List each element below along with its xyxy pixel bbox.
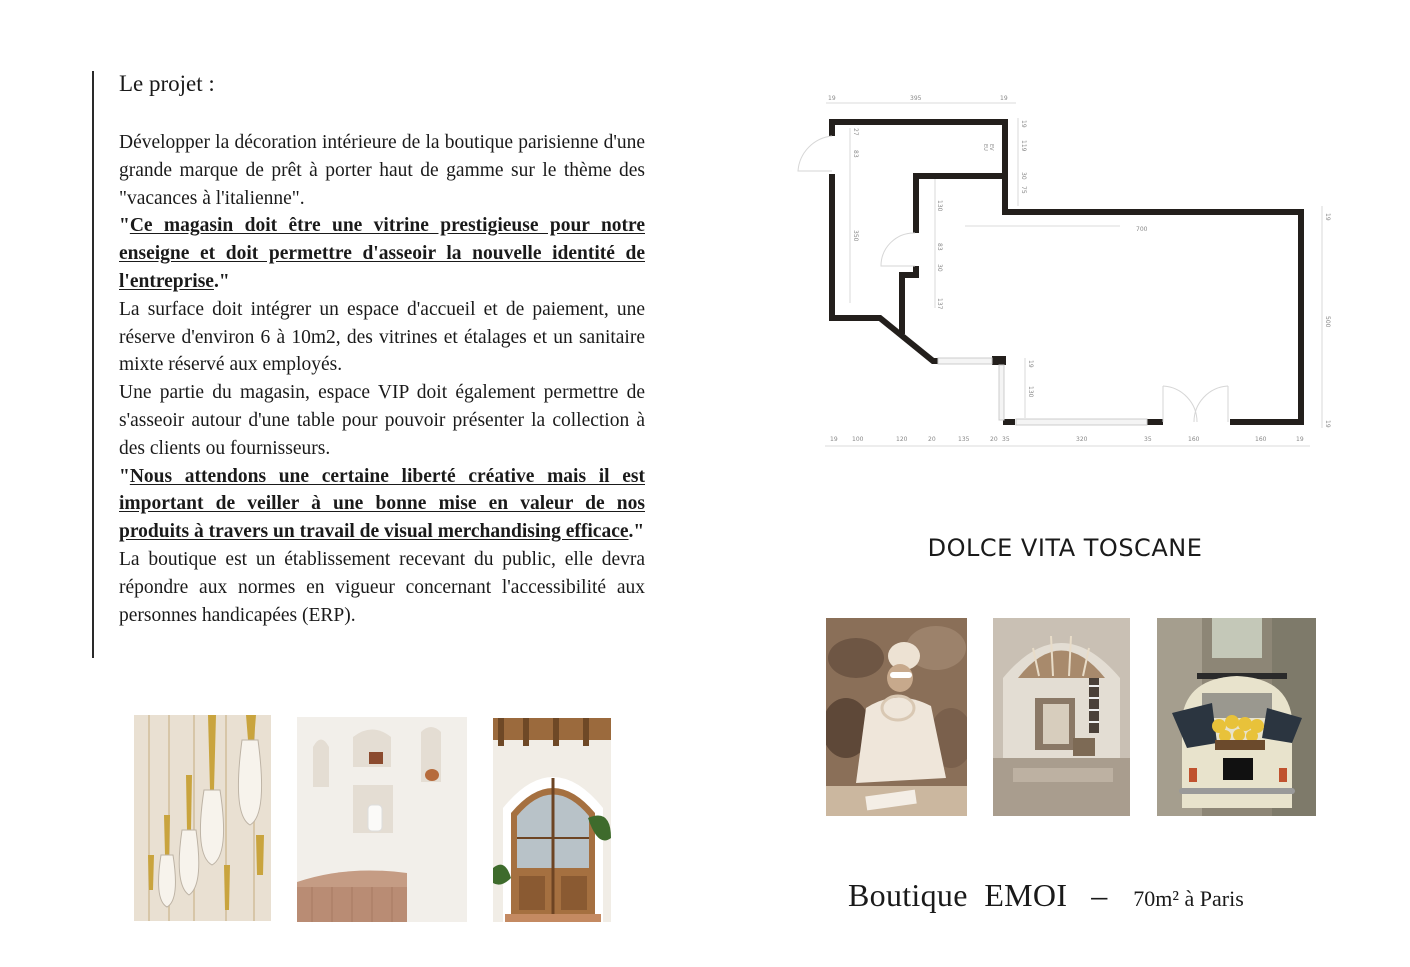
svg-text:19: 19: [1020, 120, 1027, 128]
svg-text:35: 35: [1002, 436, 1010, 443]
brief-paragraph-1: Développer la décoration intérieure de la boutique parisienne d'une grande marque de prêt à porter haut de gamme sur le thème des "vacances à l'italienne".: [119, 132, 645, 209]
svg-text:135: 135: [958, 436, 970, 443]
windows: [938, 358, 1147, 425]
quote-close-mark: .": [628, 521, 645, 543]
brief-heading: Le projet :: [119, 71, 215, 96]
gold-glass-pendant-lights-photo: [134, 715, 271, 921]
svg-text:30: 30: [936, 264, 943, 272]
svg-text:19: 19: [830, 436, 838, 443]
svg-text:83: 83: [852, 150, 859, 158]
svg-text:120: 120: [896, 436, 908, 443]
brief-quote-1: [119, 212, 645, 295]
svg-text:30: 30: [1020, 172, 1027, 180]
svg-text:350: 350: [852, 230, 859, 242]
whitewashed-wall-niches-photo: [297, 717, 467, 922]
quote-open-mark: ": [119, 215, 130, 237]
fixture-label-ev: EV: [988, 144, 994, 151]
svg-text:100: 100: [852, 436, 864, 443]
arched-hallway-interior-photo: [993, 618, 1130, 816]
svg-text:119: 119: [1020, 140, 1027, 152]
boutique-name: Boutique EMOI: [848, 877, 1068, 913]
svg-text:130: 130: [1027, 386, 1034, 398]
svg-text:20: 20: [928, 436, 936, 443]
doors: [798, 136, 1228, 422]
dimension-labels: [828, 95, 1331, 443]
svg-text:137: 137: [936, 298, 943, 310]
svg-text:19: 19: [828, 95, 836, 102]
fixture-label-eu: EU: [982, 144, 988, 151]
quote-open-mark: ": [119, 465, 130, 487]
project-brief: [119, 68, 645, 629]
svg-text:75: 75: [1020, 186, 1027, 194]
brief-quote-2: [119, 463, 645, 546]
svg-text:320: 320: [1076, 436, 1088, 443]
svg-text:83: 83: [936, 243, 943, 251]
left-vertical-rule: [92, 71, 94, 658]
svg-text:19: 19: [1000, 95, 1008, 102]
svg-text:20: 20: [990, 436, 998, 443]
floor-plan: [790, 88, 1350, 458]
quote-text: Nous attendons une certaine liberté créative mais il est important de veiller à une bonne mise en valeur de nos produits à travers un travail de visual merchandising efficace: [119, 465, 645, 543]
svg-text:160: 160: [1188, 436, 1200, 443]
svg-text:19: 19: [1027, 360, 1034, 368]
svg-text:395: 395: [910, 95, 922, 102]
svg-text:19: 19: [1296, 436, 1304, 443]
svg-text:130: 130: [936, 200, 943, 212]
moodboard-title: DOLCE VITA TOSCANE: [927, 534, 1203, 562]
woman-in-headscarf-sepia-photo: [826, 618, 967, 816]
svg-text:35: 35: [1144, 436, 1152, 443]
project-caption: [848, 877, 1244, 914]
vintage-fiat-with-lemons-photo: [1157, 618, 1316, 816]
boutique-size: 70m² à Paris: [1133, 886, 1244, 911]
svg-text:19: 19: [1324, 420, 1331, 428]
svg-text:27: 27: [852, 128, 859, 136]
svg-text:500: 500: [1324, 316, 1331, 328]
svg-text:160: 160: [1255, 436, 1267, 443]
brief-paragraph-2: La surface doit intégrer un espace d'accueil et de paiement, une réserve d'environ 6 à 10m2, des vitrines et étalages et un sanitaire mixte réservé aux employés.: [119, 298, 645, 376]
walls: [832, 122, 1301, 422]
caption-dash: –: [1091, 877, 1108, 913]
arched-wooden-door-photo: [493, 718, 611, 922]
svg-text:19: 19: [1324, 213, 1331, 221]
quote-text: Ce magasin doit être une vitrine prestigieuse pour notre enseigne et doit permettre d'asseoir la nouvelle identité de l'entreprise: [119, 215, 645, 292]
quote-close-mark: .": [213, 270, 230, 292]
brief-paragraph-3: Une partie du magasin, espace VIP doit également permettre de s'asseoir autour d'une table pour pouvoir présenter la collection à des clients ou fournisseurs.: [119, 382, 645, 459]
brief-paragraph-4: La boutique est un établissement recevant du public, elle devra répondre aux normes en vigueur concernant l'accessibilité aux personnes handicapées (ERP).: [119, 548, 645, 626]
svg-text:700: 700: [1136, 226, 1148, 233]
